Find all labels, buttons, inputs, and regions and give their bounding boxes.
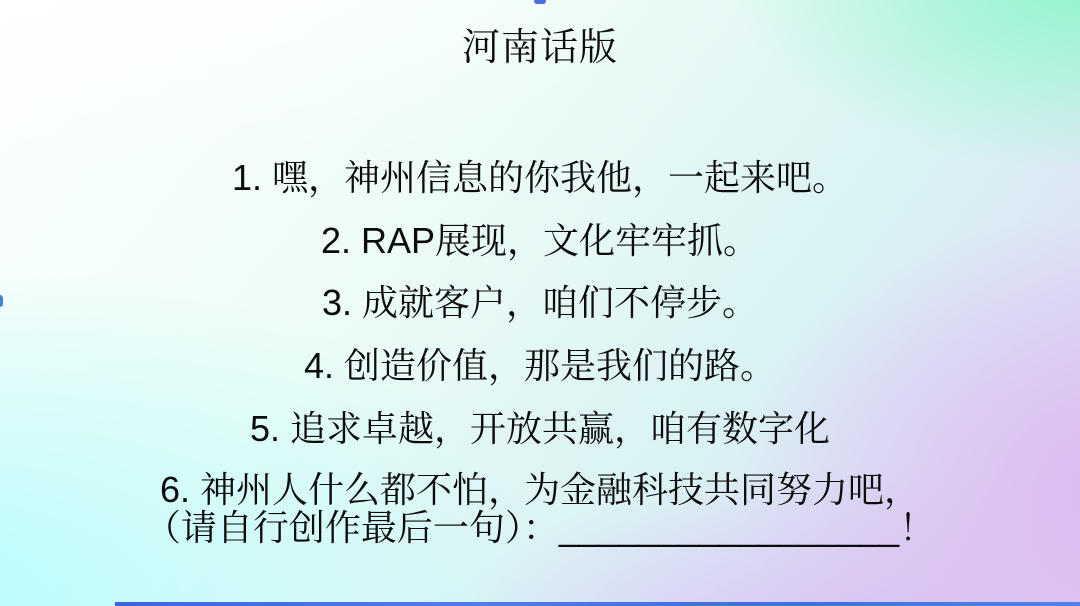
verse-line-7-fill-in-blank: （请自行创作最后一句）：_________________！ — [144, 507, 936, 548]
verse-line-3: 3. 成就客户，咱们不停步。 — [321, 282, 759, 323]
verse-line-2: 2. RAP展现，文化牢牢抓。 — [320, 220, 760, 261]
slide-title: 河南话版 — [461, 27, 618, 69]
verse-line-1: 1. 嘿，神州信息的你我他，一起来吧。 — [231, 157, 849, 198]
verse-line-5: 5. 追求卓越，开放共赢，咱有数字化 — [249, 408, 831, 449]
verse-line-4: 4. 创造价值，那是我们的路。 — [303, 345, 777, 386]
bottom-blue-bar — [115, 602, 1080, 606]
top-edge-blue-fragment — [534, 0, 546, 4]
verse-line-6: 6. 神州人什么都不怕，为金融科技共同努力吧， — [159, 469, 921, 510]
